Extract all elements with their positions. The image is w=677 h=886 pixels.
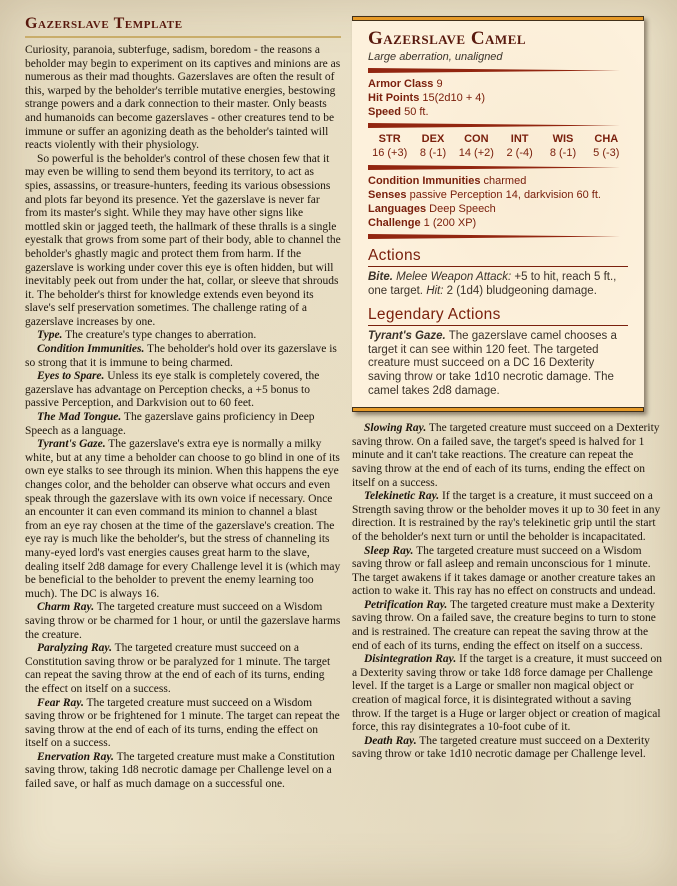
condition-immunities bbox=[368, 174, 628, 188]
trait-name: Type. bbox=[37, 329, 63, 342]
trait-text: The beholder's hold over its gazerslave is so strong that it is immune to being charmed. bbox=[25, 343, 337, 369]
statblock-title: Gazerslave Camel bbox=[368, 28, 527, 49]
action-bite bbox=[368, 271, 628, 298]
speed bbox=[368, 105, 628, 119]
left-column bbox=[25, 15, 341, 792]
trait-text: The gazerslave gains proficiency in Deep Speech as a language. bbox=[25, 411, 315, 437]
actions-header: Actions bbox=[368, 247, 628, 267]
attr-value: 9 bbox=[436, 78, 443, 90]
trait-eyes-to-spare bbox=[25, 370, 341, 411]
ability-con: CON 14 (+2) bbox=[458, 133, 494, 159]
page-title: Gazerslave Template bbox=[25, 15, 341, 38]
trait-disintegration-ray bbox=[352, 653, 662, 735]
trait-text: The targeted creature must make a Dexterity saving throw. On a failed save, the creature begins to turn to stone and is restrained. The creature can repeat the saving throw at the end of each of its turns, ending the effect on itself on a success. bbox=[352, 598, 656, 652]
trait-text: The targeted creature must succeed on a Dexterity saving throw. On a failed save, the target's speed is halved for 1 minute and it can't take reactions. The creature can repeat the saving throw at the end of each of its turns, ending the effect on itself on a success. bbox=[352, 422, 660, 489]
armor-class bbox=[368, 77, 628, 91]
trait-name: Telekinetic Ray. bbox=[364, 490, 440, 503]
ability-dex: DEX 8 (-1) bbox=[419, 133, 447, 159]
trait-paralyzing-ray bbox=[25, 642, 341, 696]
trait-enervation-ray bbox=[25, 751, 341, 792]
detail-label: Languages bbox=[368, 203, 427, 215]
trait-mad-tongue bbox=[25, 411, 341, 438]
detail-value: Deep Speech bbox=[429, 203, 496, 215]
detail-label: Senses bbox=[368, 189, 407, 201]
statblock-bottom-bar bbox=[352, 407, 644, 412]
trait-text: The creature's type changes to aberration. bbox=[65, 329, 257, 342]
action-name: Tyrant's Gaze. bbox=[368, 330, 446, 343]
action-name: Bite. bbox=[368, 271, 393, 283]
trait-text: If the target is a creature, it must succeed on a Dexterity saving throw or take 1d8 force damage per Challenge level. If the target is a Large or smaller non magical object or creation of magical force, it is disintegrated without a saving throw. If the target is a Huge or larger object or creation of magical force, this ray disintegrates a 10-foot cube of it. bbox=[352, 653, 662, 734]
attr-value: 15(2d10 + 4) bbox=[422, 92, 486, 104]
trait-text: The targeted creature must succeed on a Dexterity saving throw or take 1d10 necrotic damage per Challenge level. bbox=[352, 734, 650, 761]
hit-points bbox=[368, 91, 628, 105]
legendary-actions-header: Legendary Actions bbox=[368, 306, 628, 326]
detail-value: charmed bbox=[483, 175, 527, 187]
trait-name: Sleep Ray. bbox=[364, 544, 414, 557]
tapered-rule bbox=[368, 234, 620, 239]
ability-scores-table bbox=[368, 132, 628, 161]
trait-text: The targeted creature must succeed on a Wisdom saving throw or fall asleep and remain unconscious for 1 minute. The target awakens if it takes damage or another creature takes an action to wake it. This ray has no effect on constructs and undead. bbox=[352, 544, 656, 598]
tapered-rule bbox=[368, 68, 620, 73]
intro-paragraph: Curiosity, paranoia, subterfuge, sadism, boredom - the reasons a beholder may begin to experiment on its captives and minions are as numerous as their mad thoughts. Gazerslaves are often the result of this, warped by the beholder's terrible mutative energies, bestowing strange powers and a dark connection to their master. Only beasts and humanoids can become gazerslaves - other creatures tend to be immune or suffer an agonizing death as the beholder's tainted will reacts violently with their physiology. bbox=[25, 44, 341, 152]
trait-name: Paralyzing Ray. bbox=[37, 642, 112, 655]
trait-text: Unless its eye stalk is completely covered, the gazerslave has advantage on Perception checks, a +5 bonus to passive Perception, and Darkvision out to 60 feet. bbox=[25, 370, 320, 410]
trait-death-ray bbox=[352, 735, 662, 762]
detail-label: Condition Immunities bbox=[368, 175, 481, 187]
trait-name: Death Ray. bbox=[364, 734, 417, 747]
trait-type bbox=[25, 329, 341, 343]
trait-text: The targeted creature must succeed on a Wisdom saving throw or be frightened for 1 minute. The target can repeat the saving throw at the end of each of its turns, ending the effect on itself on a success. bbox=[25, 696, 340, 750]
trait-telekinetic-ray bbox=[352, 490, 662, 544]
trait-name: Disintegration Ray. bbox=[364, 653, 457, 666]
trait-text: If the target is a creature, it must succeed on a Strength saving throw or the beholder moves it up to 30 feet in any direction. It is restrained by the ray's telekinetic grip until the start of the beholder's next turn or until the beholder is incapacitated. bbox=[352, 490, 661, 543]
trait-petrification-ray bbox=[352, 599, 662, 653]
attr-label: Speed bbox=[368, 106, 402, 118]
trait-name: Tyrant's Gaze. bbox=[37, 438, 106, 451]
ability-str: STR 16 (+3) bbox=[372, 133, 408, 159]
ability-int: INT 2 (-4) bbox=[506, 133, 533, 159]
challenge bbox=[368, 216, 628, 230]
trait-name: Slowing Ray. bbox=[364, 422, 427, 435]
languages bbox=[368, 202, 628, 216]
trait-text: The gazerslave's extra eye is normally a milky white, but at any time a beholder can choose to go blind in one of its own eye stalks to see through its minion. When this happens the eye changes color, and the beholder can observe what occurs and even speak through the gazerslave with its own voice if necessary. Once an encounter it can even command its minion to channel a blast from an eye ray chosen at the time of the gazerslave's creation. The eye ray is much like the beholder's, but the stress of channeling its many-eyed lord's vast energies causes great harm to the slave, dealing itself 2d8 damage for every Challenge level it is (which may be beneficial to the beholder to prevent the enemy learning too much). The DC is always 16. bbox=[25, 438, 341, 600]
trait-text: The targeted creature must make a Constitution saving throw, taking 1d8 necrotic damage per Challenge level on a failed save, or half as much damage on a successful one. bbox=[25, 750, 335, 791]
attr-label: Armor Class bbox=[368, 78, 434, 90]
statblock bbox=[352, 16, 644, 412]
tapered-rule bbox=[368, 165, 620, 170]
right-column bbox=[352, 16, 662, 762]
attack-text: +5 to hit, reach 5 ft., one target. bbox=[368, 271, 617, 297]
statblock-body bbox=[352, 21, 644, 407]
trait-name: The Mad Tongue. bbox=[37, 411, 122, 424]
senses bbox=[368, 188, 628, 202]
legendary-action-tyrants-gaze bbox=[368, 330, 628, 398]
trait-name: Condition Immunities. bbox=[37, 343, 145, 356]
hit-text: 2 (1d4) bludgeoning damage. bbox=[446, 284, 597, 297]
attack-type: Melee Weapon Attack: bbox=[396, 271, 512, 283]
trait-name: Petrification Ray. bbox=[364, 598, 448, 611]
trait-text: The targeted creature must succeed on a Wisdom saving throw or be charmed for 1 hour, or until the gazerslave harms the creature. bbox=[25, 601, 341, 641]
statblock-meta: Large aberration, unaligned bbox=[368, 51, 503, 63]
intro-paragraph: So powerful is the beholder's control of these chosen few that it may even be willing to send them beyond its territory, to act as spies, assassins, or treasure-hunters, feeding its various obsessions and plots far beyond its presence. Yet the gazerslave is never far from its master's sight. While they may have other signs like mottled skin or jagged teeth, the hallmark of these thralls is a single eyestalk that grows from some part of their body, able to channel the beholder's ghastly magic and protect them from harm. If the gazerslave is working under cover this eye is often hidden, but will inevitably peek out from under the hat, collar, or sleeve that shrouds it. The beholder's thirst for knowledge extends even beyond its slave's self preservation sometimes. The challenge rating of a gazerslave increases by one. bbox=[25, 152, 341, 328]
trait-fear-ray bbox=[25, 697, 341, 751]
detail-label: Challenge bbox=[368, 217, 421, 229]
trait-condition-immunities bbox=[25, 343, 341, 370]
tapered-rule bbox=[368, 123, 620, 128]
detail-value: passive Perception 14, darkvision 60 ft. bbox=[409, 189, 601, 201]
ability-wis: WIS 8 (-1) bbox=[549, 133, 577, 159]
detail-value: 1 (200 XP) bbox=[423, 217, 477, 229]
trait-sleep-ray bbox=[352, 545, 662, 599]
action-text: The gazerslave camel chooses a target it can see within 120 feet. The targeted creature must succeed on a DC 16 Dexterity saving throw or take 1d10 necrotic damage. The camel takes 2d8 damage. bbox=[368, 330, 617, 397]
trait-slowing-ray bbox=[352, 422, 662, 490]
trait-name: Eyes to Spare. bbox=[37, 370, 105, 383]
trait-charm-ray bbox=[25, 601, 341, 642]
attr-label: Hit Points bbox=[368, 92, 420, 104]
attr-value: 50 ft. bbox=[404, 106, 429, 118]
ability-cha: CHA 5 (-3) bbox=[593, 133, 620, 159]
trait-name: Charm Ray. bbox=[37, 601, 95, 614]
trait-name: Enervation Ray. bbox=[37, 750, 114, 763]
hit-label: Hit: bbox=[426, 284, 444, 297]
trait-text: The targeted creature must succeed on a Constitution saving throw or be paralyzed for 1 minute. The target can repeat the saving throw at the end of each of its turns, ending the effect on itself on a success. bbox=[25, 642, 331, 695]
trait-name: Fear Ray. bbox=[37, 696, 84, 709]
trait-tyrants-gaze bbox=[25, 438, 341, 601]
